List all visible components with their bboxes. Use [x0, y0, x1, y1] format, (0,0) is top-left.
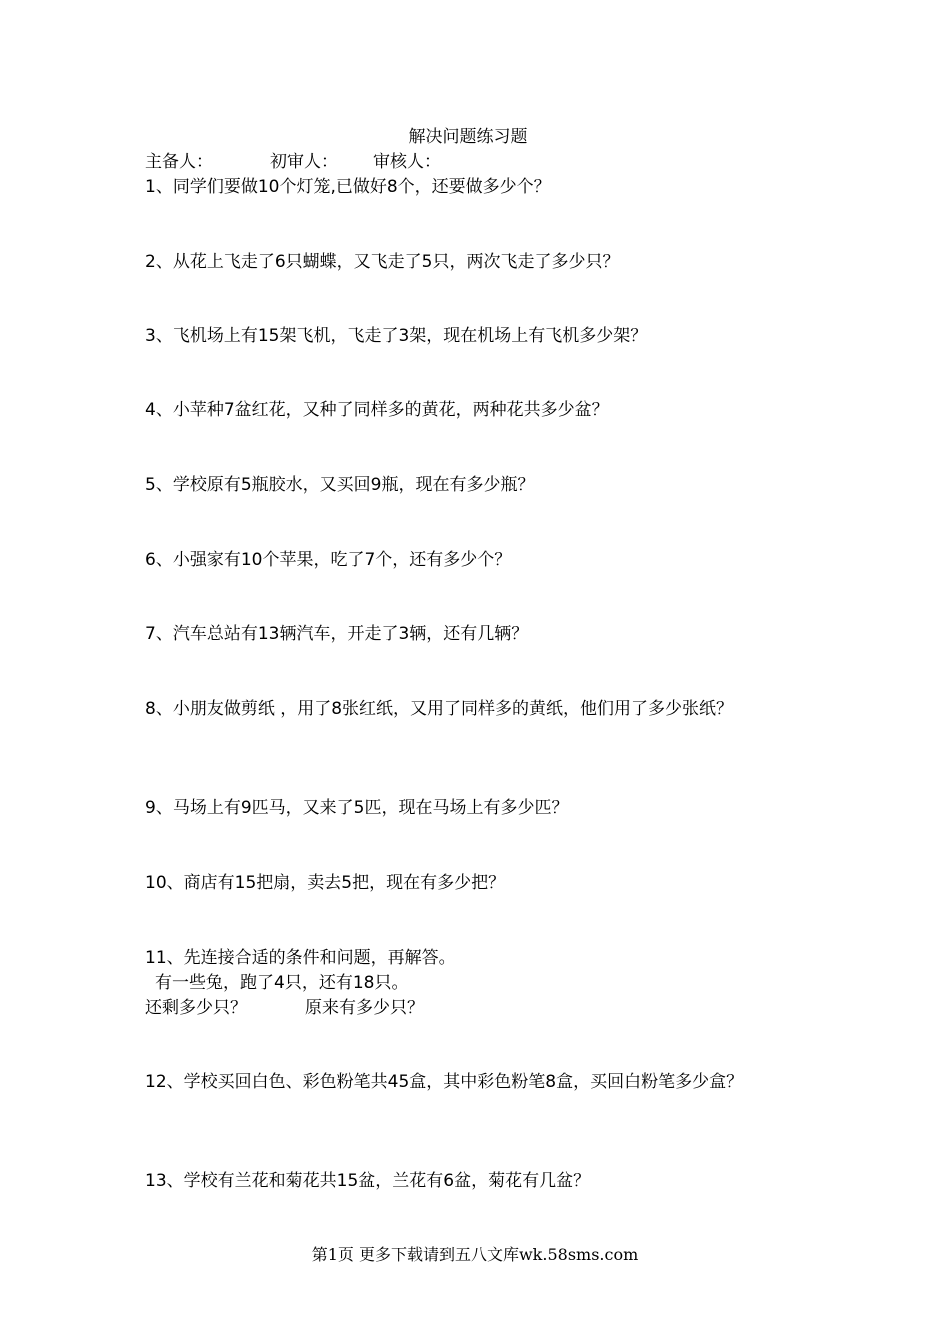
- question-11-option-a: 还剩多少只？: [145, 998, 247, 1018]
- reviewer-header: [145, 151, 441, 173]
- question-10: 10、商店有15把扇，卖去5把，现在有多少把？: [145, 873, 506, 893]
- question-8: 8、小朋友做剪纸 ，用了8张红纸，又用了同样多的黄纸，他们用了多少张纸？: [145, 699, 734, 719]
- question-9: 9、马场上有9匹马，又来了5匹，现在马场上有多少匹？: [145, 798, 569, 818]
- first-reviewer-label: 初审人：: [270, 152, 338, 172]
- page-footer: 第1页 更多下载请到五八文库wk.58sms.com: [311, 1245, 639, 1264]
- question-7: 7、汽车总站有13辆汽车，开走了3辆，还有几辆？: [145, 624, 529, 644]
- question-12: 12、学校买回白色、彩色粉笔共45盒，其中彩色粉笔8盒，买回白粉笔多少盒？: [145, 1072, 744, 1092]
- question-13: 13、学校有兰花和菊花共15盆，兰花有6盆，菊花有几盆？: [145, 1171, 591, 1191]
- question-11-options: [145, 997, 424, 1019]
- question-11-prompt: 11、先连接合适的条件和问题，再解答。: [145, 948, 456, 968]
- question-11-condition: 有一些兔，跑了4只，还有18只。: [155, 973, 409, 993]
- question-6: 6、小强家有10个苹果，吃了7个，还有多少个？: [145, 550, 512, 570]
- question-11-option-b: 原来有多少只？: [305, 998, 424, 1018]
- question-5: 5、学校原有5瓶胶水，又买回9瓶，现在有多少瓶？: [145, 475, 535, 495]
- question-3: 3、飞机场上有15架飞机，飞走了3架，现在机场上有飞机多少架？: [145, 326, 648, 346]
- question-1: 1、同学们要做10个灯笼,已做好8个，还要做多少个？: [145, 177, 551, 197]
- question-4: 4、小苹种7盆红花，又种了同样多的黄花，两种花共多少盆？: [145, 400, 609, 420]
- question-2: 2、从花上飞走了6只蝴蝶，又飞走了5只，两次飞走了多少只？: [145, 252, 620, 272]
- preparer-label: 主备人：: [145, 152, 213, 172]
- document-title: 解决问题练习题: [408, 127, 528, 147]
- reviewer-label: 审核人：: [373, 152, 441, 172]
